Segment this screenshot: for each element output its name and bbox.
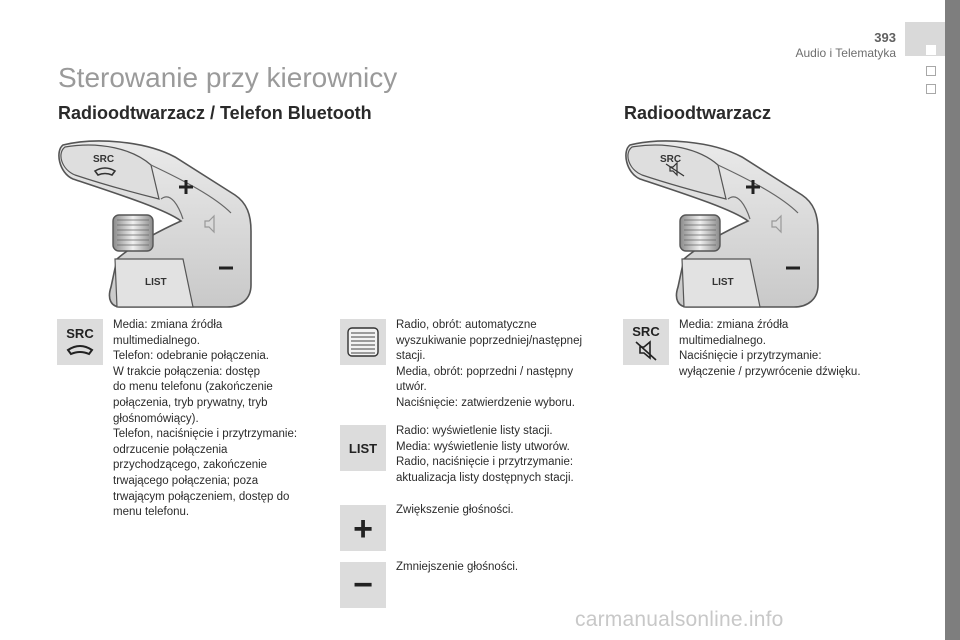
mute-icon xyxy=(636,342,656,360)
steering-control-illustration-right xyxy=(622,135,822,310)
list-label: LIST xyxy=(145,277,167,288)
src-icon-text: SRC xyxy=(66,326,94,341)
list-icon-text: LIST xyxy=(348,441,378,456)
chapter-tab-marker-active xyxy=(926,45,936,55)
plus-description: Zwiększenie głośności. xyxy=(396,504,514,516)
wheel-description: Radio, obrót: automatyczne wyszukiwanie poprzedniej/następnej stacji. Media, obrót: poprzedni / następny utwór. Naciśnięcie: zatwierdzenie wyboru. xyxy=(396,319,583,409)
list-button-icon xyxy=(340,425,386,471)
minus-button-icon xyxy=(340,562,386,608)
section-title: Audio i Telematyka xyxy=(795,46,896,60)
minus-description: Zmniejszenie głośności. xyxy=(396,561,519,573)
src-phone-description: Media: zmiana źródła multimedialnego. Telefon: odebranie połączenia. W trakcie połączenia: dostęp do menu telefonu (zakończenie połączenia, tryb prywatny, tryb głośnomówiący). Telefon, naciśnięcie i przytrzymanie: odrzucenie połączenia przychodzącego, zakończenie trwającego połączenia; poza trwającym połączeniem, dostęp do menu telefonu. xyxy=(113,319,298,519)
src-mute-button-icon xyxy=(623,319,669,365)
steering-control-illustration-left xyxy=(55,135,255,310)
list-label: LIST xyxy=(712,277,734,288)
thumbwheel-icon xyxy=(340,319,386,365)
src-phone-button-icon xyxy=(57,319,103,365)
src-icon-text: SRC xyxy=(632,324,660,339)
page-number: 393 xyxy=(874,30,896,45)
chapter-tab-marker xyxy=(926,84,936,94)
section-heading-left: Radioodtwarzacz / Telefon Bluetooth xyxy=(58,103,372,123)
watermark: carmanualsonline.info xyxy=(575,608,784,631)
phone-icon xyxy=(68,346,92,354)
section-heading-right: Radioodtwarzacz xyxy=(624,103,772,123)
minus-icon: − xyxy=(353,566,373,604)
page-title: Sterowanie przy kierownicy xyxy=(58,62,398,93)
src-mute-description: Media: zmiana źródła multimedialnego. Naciśnięcie i przytrzymanie: wyłączenie / przywrócenie dźwięku. xyxy=(679,319,861,378)
plus-icon: + xyxy=(353,510,373,548)
side-bar xyxy=(945,0,960,640)
plus-button-icon xyxy=(340,505,386,551)
list-description: Radio: wyświetlenie listy stacji. Media: wyświetlenie listy utworów. Radio, naciśnięcie i przytrzymanie: aktualizacja listy dostępnych stacji. xyxy=(396,425,574,484)
chapter-tab-marker xyxy=(926,66,936,76)
src-label: SRC xyxy=(93,154,115,165)
src-label: SRC xyxy=(660,154,682,165)
chapter-tab xyxy=(905,22,945,56)
